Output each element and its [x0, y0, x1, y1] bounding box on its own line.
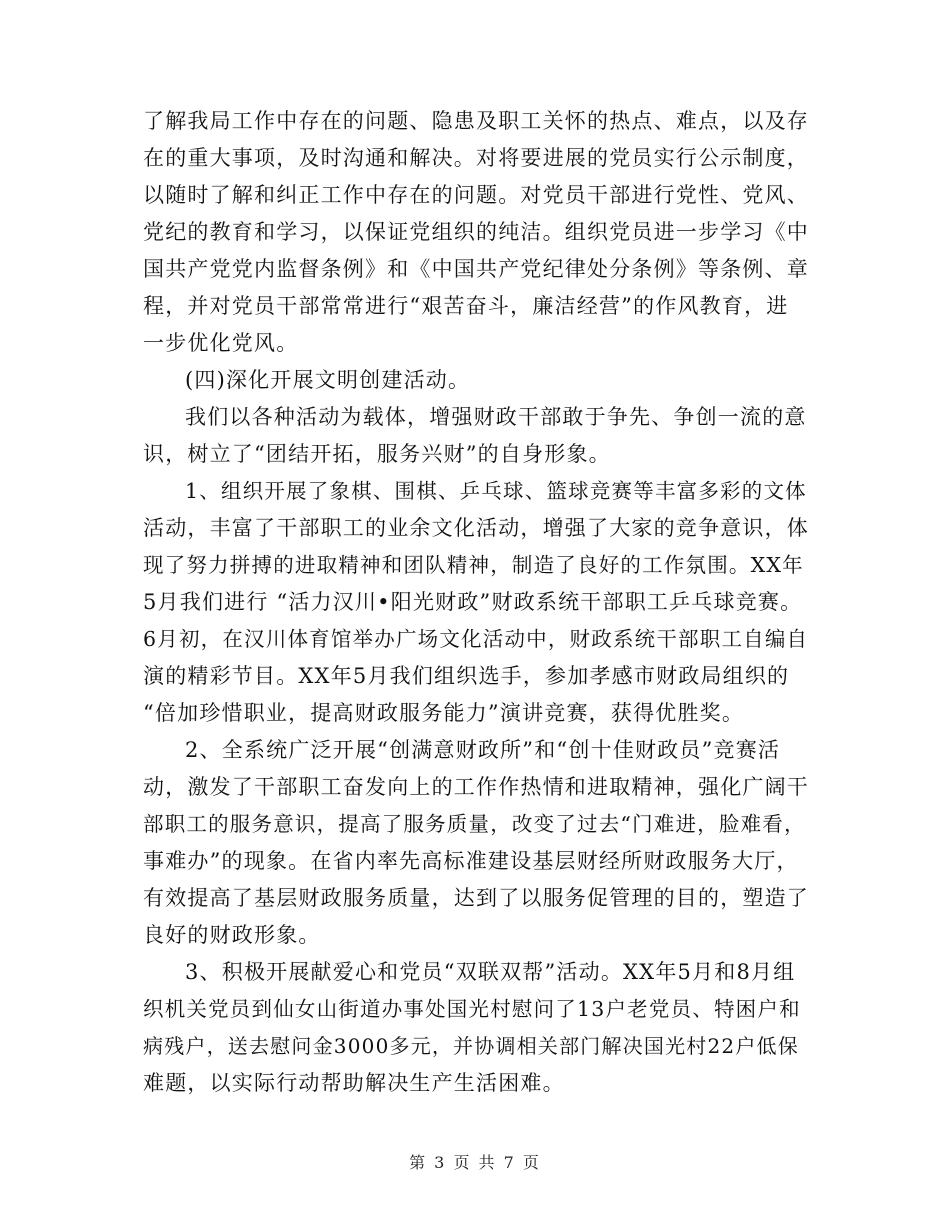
text-line: 有效提高了基层财政服务质量，达到了以服务促管理的目的，塑造了 [143, 886, 809, 910]
text-line: 活动，丰富了干部职工的业余文化活动，增强了大家的竞争意识，体 [143, 516, 809, 540]
text-line: 程，并对党员干部常常进行“艰苦奋斗，廉洁经营”的作风教育，进 [143, 294, 789, 318]
text-line: 动，激发了干部职工奋发向上的工作作热情和进取精神，强化广阔干 [143, 775, 809, 799]
text-line: 以随时了解和纠正工作中存在的问题。对党员干部进行党性、党风、 [143, 183, 809, 207]
text-line: 2、全系统广泛开展“创满意财政所”和“创十佳财政员”竞赛活 [185, 738, 781, 762]
text-line: (四)深化开展文明创建活动。 [185, 368, 471, 392]
text-line: 一步优化党风。 [143, 331, 299, 355]
text-line: 现了努力拼搏的进取精神和团队精神，制造了良好的工作氛围。XX年 [143, 553, 804, 577]
text-line: 良好的财政形象。 [143, 923, 321, 947]
text-line: 6月初，在汉川体育馆举办广场文化活动中，财政系统干部职工自编自 [143, 627, 809, 651]
text-line: 事难办”的现象。在省内率先高标准建设基层财经所财政服务大厅， [143, 849, 799, 873]
document-body [143, 103, 808, 1102]
text-line: “倍加珍惜职业，提高财政服务能力”演讲竞赛，获得优胜奖。 [143, 701, 745, 725]
text-line: 党纪的教育和学习，以保证党组织的纯洁。组织党员进一步学习《中 [143, 220, 809, 244]
text-line: 演的精彩节目。XX年5月我们组织选手，参加孝感市财政局组织的 [143, 664, 790, 688]
text-line: 病残户，送去慰问金3000多元，并协调相关部门解决国光村22户低保 [143, 1034, 799, 1058]
text-line: 我们以各种活动为载体，增强财政干部敢于争先、争创一流的意 [185, 405, 807, 429]
text-line: 国共产党党内监督条例》和《中国共产党纪律处分条例》等条例、章 [143, 257, 809, 281]
text-line: 识，树立了“团结开拓，服务兴财”的自身形象。 [143, 442, 611, 466]
text-line: 部职工的服务意识，提高了服务质量，改变了过去“门难进，脸难看， [143, 812, 806, 836]
text-line: 难题，以实际行动帮助解决生产生活困难。 [143, 1071, 565, 1095]
text-line: 3、积极开展献爱心和党员“双联双帮”活动。XX年5月和8月组 [185, 960, 796, 984]
text-line: 5月我们进行 “活力汉川•阳光财政”财政系统干部职工乒乓球竞赛。 [143, 590, 803, 614]
text-line: 了解我局工作中存在的问题、隐患及职工关怀的热点、难点，以及存 [143, 109, 809, 133]
text-line: 织机关党员到仙女山街道办事处国光村慰问了13户老党员、特困户和 [143, 997, 801, 1021]
page-number-footer: 第 3 页 共 7 页 [409, 1153, 541, 1172]
text-line: 1、组织开展了象棋、围棋、乒乓球、篮球竞赛等丰富多彩的文体 [185, 479, 807, 503]
text-line: 在的重大事项，及时沟通和解决。对将要进展的党员实行公示制度， [143, 146, 809, 170]
